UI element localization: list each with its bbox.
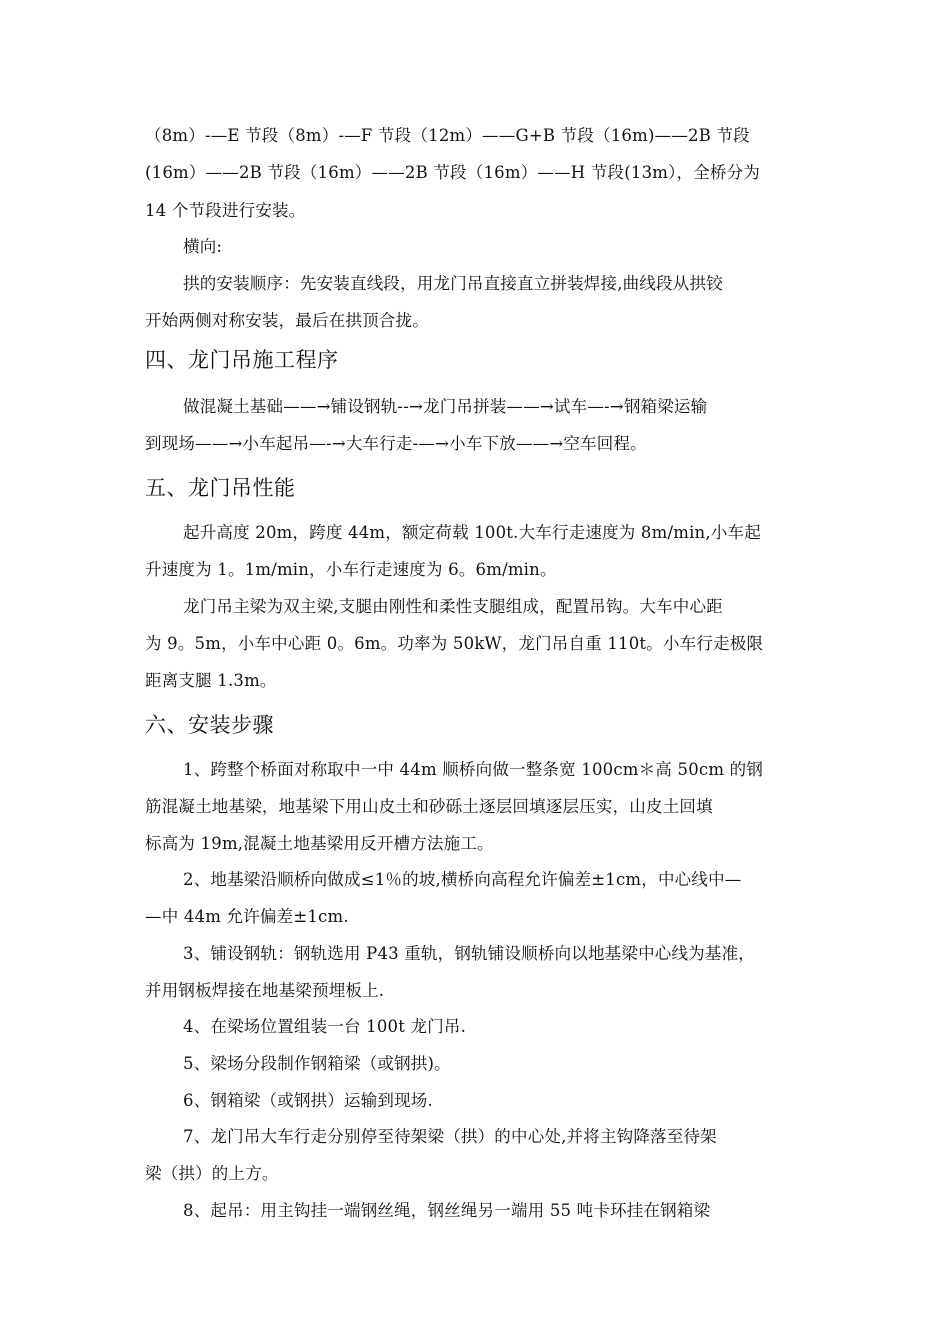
section-6-line-6: 3、铺设钢轨：钢轨选用 P43 重轨，钢轨铺设顺桥向以地基梁中心线为基准， — [183, 944, 755, 963]
intro-line-6: 开始两侧对称安装，最后在拱顶合拢。 — [145, 311, 429, 330]
section-5-line-1: 起升高度 20m，跨度 44m，额定荷载 100t.大车行走速度为 8m/min,小车起 — [183, 523, 761, 542]
section-5-heading: 五、龙门吊性能 — [145, 476, 296, 500]
section-6-heading: 六、安装步骤 — [145, 713, 274, 737]
section-6-line-2: 筋混凝土地基梁，地基梁下用山皮土和砂砾土逐层回填逐层压实，山皮土回填 — [145, 797, 713, 816]
section-4-line-1: 做混凝土基础——→铺设钢轨--→龙门吊拼装——→试车—-→钢箱梁运输 — [183, 397, 708, 416]
section-4-line-2: 到现场——→小车起吊—-→大车行走-—→小车下放——→空车回程。 — [145, 434, 647, 453]
intro-line-2: (16m）——2B 节段（16m）——2B 节段（16m）——H 节段(13m），全桥分为 — [145, 163, 761, 182]
section-6-line-1: 1、跨整个桥面对称取中一中 44m 顺桥向做一整条宽 100cm＊高 50cm 的钢 — [183, 760, 764, 779]
section-4-heading: 四、龙门吊施工程序 — [145, 348, 339, 372]
section-6-line-12: 梁（拱）的上方。 — [145, 1164, 279, 1183]
section-5-line-3: 龙门吊主梁为双主梁,支腿由刚性和柔性支腿组成，配置吊钩。大车中心距 — [183, 597, 723, 616]
section-6-line-13: 8、起吊：用主钩挂一端钢丝绳，钢丝绳另一端用 55 吨卡环挂在钢箱梁 — [183, 1201, 711, 1220]
intro-line-5: 拱的安装顺序：先安装直线段，用龙门吊直接直立拼装焊接,曲线段从拱铰 — [183, 274, 723, 293]
intro-line-3: 14 个节段进行安装。 — [145, 201, 306, 220]
section-6-line-8: 4、在梁场位置组装一台 100t 龙门吊. — [183, 1017, 467, 1036]
section-5-line-5: 距离支腿 1.3m。 — [145, 671, 277, 690]
intro-line-4: 横向: — [183, 237, 223, 256]
section-6-line-11: 7、龙门吊大车行走分别停至待架梁（拱）的中心处,并将主钩降落至待架 — [183, 1127, 717, 1146]
section-5-line-4: 为 9。5m，小车中心距 0。6m。功率为 50kW，龙门吊自重 110t。小车行走极限 — [145, 634, 764, 653]
section-6-line-4: 2、地基梁沿顺桥向做成≤1％的坡,横桥向高程允许偏差±1cm，中心线中— — [183, 870, 742, 889]
section-6-line-10: 6、钢箱梁（或钢拱）运输到现场. — [183, 1091, 433, 1110]
section-6-line-5: —中 44m 允许偏差±1cm. — [145, 907, 349, 926]
intro-line-1: （8m）-—E 节段（8m）-—F 节段（12m）——G+B 节段（16m)——2B 节段 — [145, 126, 750, 145]
section-6-line-9: 5、梁场分段制作钢箱梁（或钢拱)。 — [183, 1054, 451, 1073]
section-6-line-3: 标高为 19m,混凝土地基梁用反开槽方法施工。 — [145, 834, 494, 853]
section-6-line-7: 并用钢板焊接在地基梁预埋板上. — [145, 981, 385, 1000]
section-5-line-2: 升速度为 1。1m/min，小车行走速度为 6。6m/min。 — [145, 560, 557, 579]
